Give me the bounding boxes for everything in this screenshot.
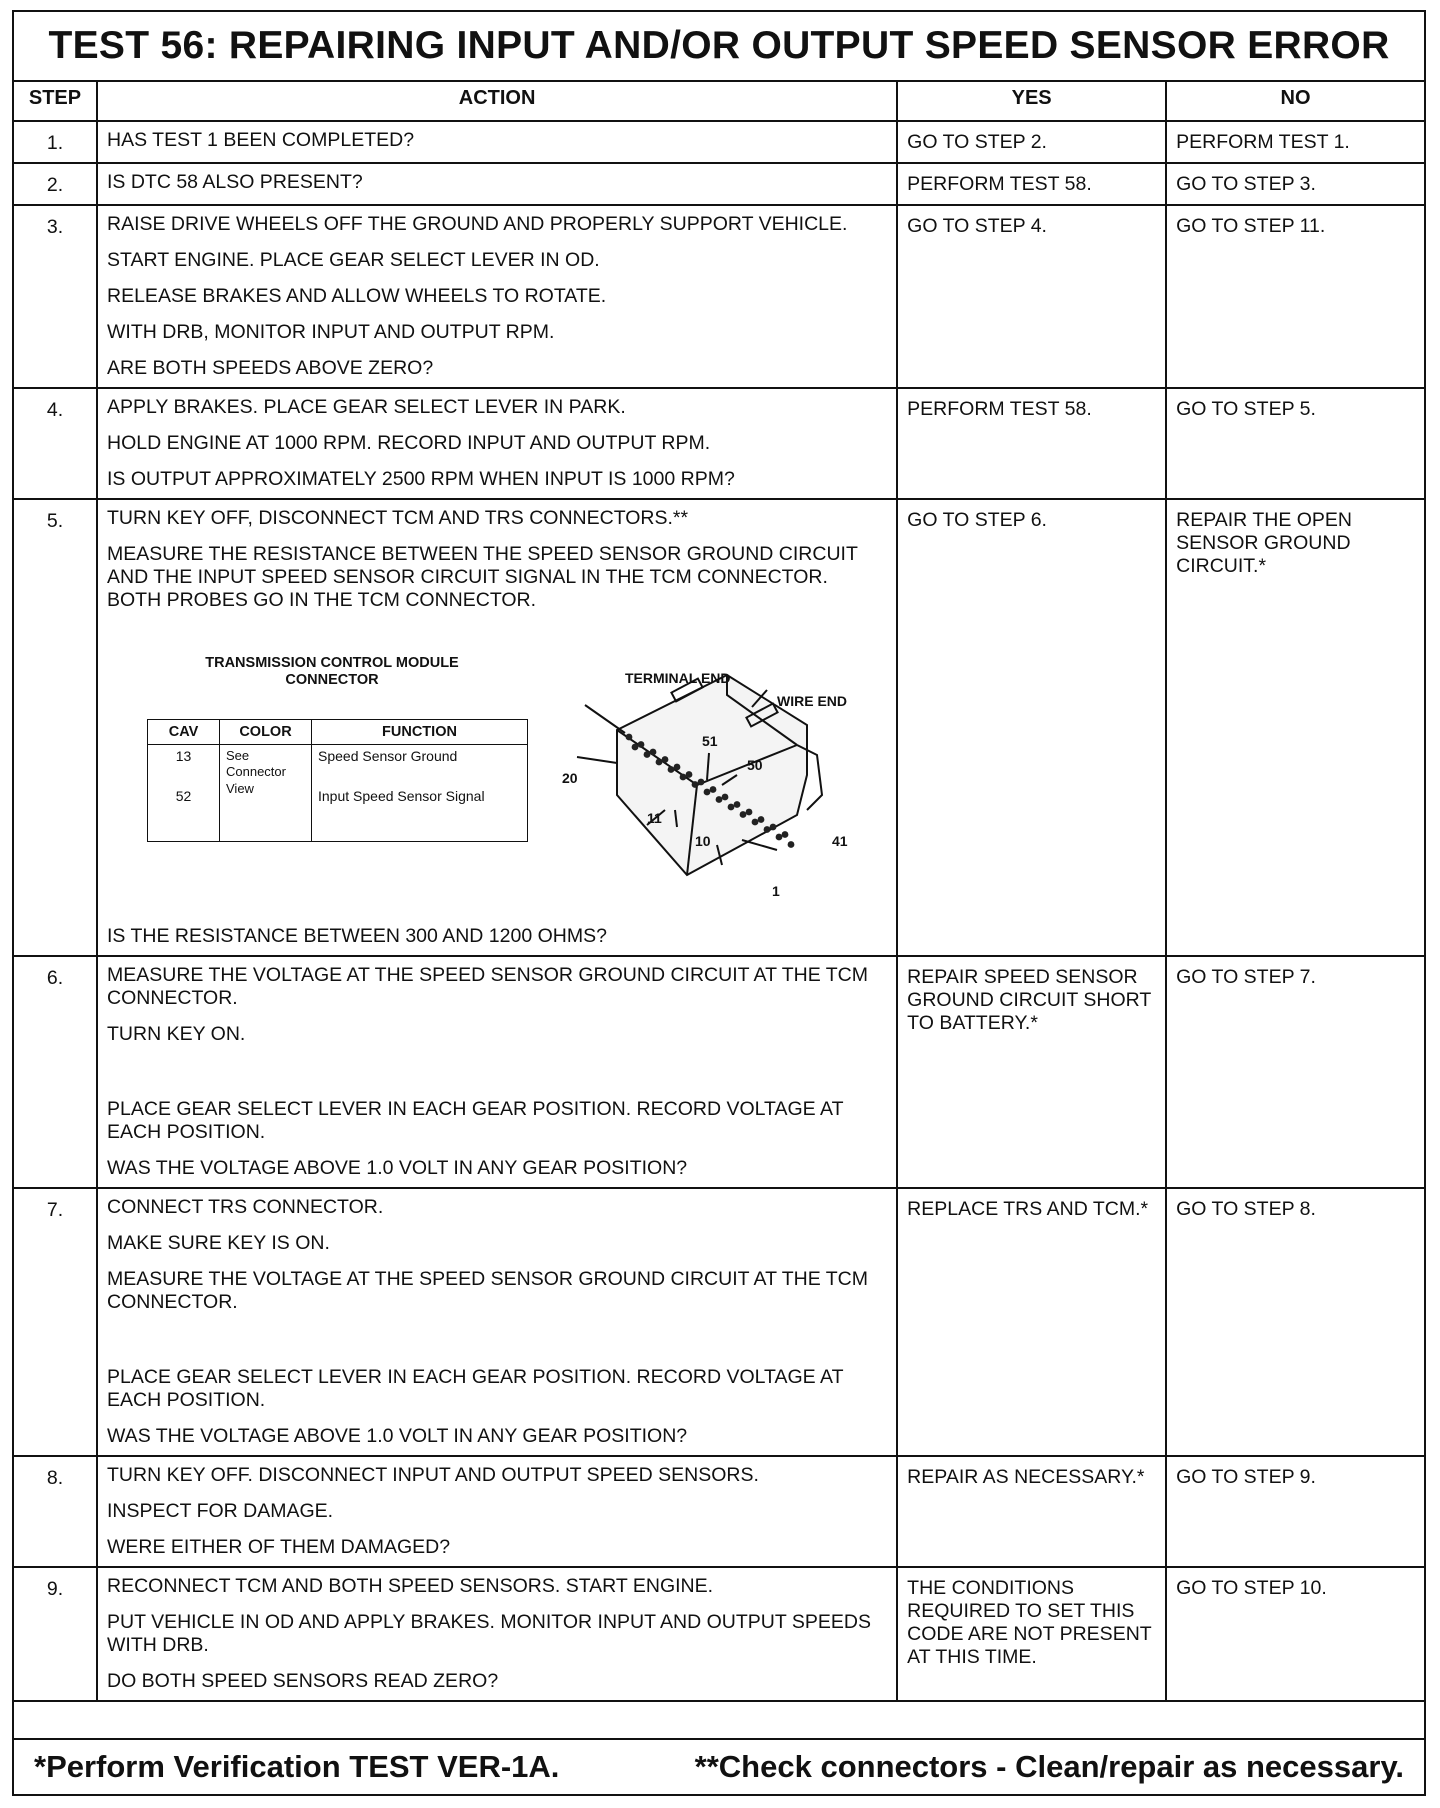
footer-left: *Perform Verification TEST VER-1A. — [34, 1749, 560, 1784]
module-title: TRANSMISSION CONTROL MODULE CONNECTOR — [205, 655, 459, 689]
step-yes: REPAIR AS NECESSARY.* — [897, 1456, 1166, 1567]
connector-pin — [644, 751, 651, 758]
connector-pin — [650, 749, 657, 756]
procedure-page — [12, 10, 1426, 1796]
step-action — [97, 956, 897, 1188]
cav-header: CAV — [148, 720, 220, 745]
connector-pin — [656, 759, 663, 766]
action-line: WITH DRB, MONITOR INPUT AND OUTPUT RPM. — [107, 321, 555, 343]
step-number: 9. — [14, 1567, 97, 1701]
connector-pin — [770, 824, 777, 831]
header-action: ACTION — [97, 82, 897, 121]
step-yes: REPLACE TRS AND TCM.* — [897, 1188, 1166, 1456]
step-action — [97, 205, 897, 388]
step-no: GO TO STEP 11. — [1166, 205, 1424, 388]
step-row — [14, 1567, 1424, 1701]
connector-pin — [704, 789, 711, 796]
step-no: GO TO STEP 7. — [1166, 956, 1424, 1188]
action-line: TURN KEY OFF. DISCONNECT INPUT AND OUTPUT SPEED SENSORS. — [107, 1464, 759, 1486]
action-line: RAISE DRIVE WHEELS OFF THE GROUND AND PROPERLY SUPPORT VEHICLE. — [107, 213, 848, 235]
footer — [14, 1738, 1424, 1794]
action-line: ARE BOTH SPEEDS ABOVE ZERO? — [107, 357, 434, 379]
step-number: 8. — [14, 1456, 97, 1567]
connector-pin — [740, 811, 747, 818]
step-number: 5. — [14, 499, 97, 956]
pin-11-label: 11 — [647, 810, 662, 826]
step-row — [14, 163, 1424, 205]
step-yes: REPAIR SPEED SENSOR GROUND CIRCUIT SHORT TO BATTERY.* — [897, 956, 1166, 1188]
connector-pin — [734, 801, 741, 808]
step-number: 1. — [14, 121, 97, 163]
connector-pin — [782, 831, 789, 838]
connector-pin — [776, 834, 783, 841]
action-line: WERE EITHER OF THEM DAMAGED? — [107, 1536, 451, 1558]
header-step: STEP — [14, 82, 97, 121]
action-line: CONNECT TRS CONNECTOR. — [107, 1196, 384, 1218]
cav-52: 52 — [175, 787, 192, 804]
step-number: 2. — [14, 163, 97, 205]
action-line: WAS THE VOLTAGE ABOVE 1.0 VOLT IN ANY GEAR POSITION? — [107, 1425, 688, 1447]
function-ground: Speed Sensor Ground — [318, 748, 458, 765]
step-no: GO TO STEP 8. — [1166, 1188, 1424, 1456]
terminal-end-label: TERMINAL END — [625, 670, 731, 686]
connector-pin — [752, 819, 759, 826]
action-line: IS OUTPUT APPROXIMATELY 2500 RPM WHEN INPUT IS 1000 RPM? — [107, 468, 735, 490]
step-yes: GO TO STEP 6. — [897, 499, 1166, 956]
action-line: MEASURE THE VOLTAGE AT THE SPEED SENSOR GROUND CIRCUIT AT THE TCM CONNECTOR. — [107, 1268, 869, 1313]
header-yes: YES — [897, 82, 1166, 121]
action-line: RELEASE BRAKES AND ALLOW WHEELS TO ROTATE. — [107, 285, 607, 307]
connector-pin — [716, 796, 723, 803]
connector-diagram — [107, 625, 887, 925]
step-yes: PERFORM TEST 58. — [897, 388, 1166, 499]
pin-50-label: 50 — [747, 757, 763, 773]
step-number: 7. — [14, 1188, 97, 1456]
function-values — [312, 745, 528, 842]
cav-values — [148, 745, 220, 842]
action-line: WAS THE VOLTAGE ABOVE 1.0 VOLT IN ANY GEAR POSITION? — [107, 1157, 688, 1179]
action-line: HAS TEST 1 BEEN COMPLETED? — [107, 129, 415, 151]
footer-right: **Check connectors - Clean/repair as necessary. — [694, 1749, 1404, 1784]
function-header: FUNCTION — [312, 720, 528, 745]
step-action — [97, 1567, 897, 1701]
action-line — [107, 1059, 887, 1085]
action-line: MEASURE THE VOLTAGE AT THE SPEED SENSOR GROUND CIRCUIT AT THE TCM CONNECTOR. — [107, 964, 869, 1009]
step-number: 4. — [14, 388, 97, 499]
action-question: IS THE RESISTANCE BETWEEN 300 AND 1200 OHMS? — [107, 925, 607, 947]
connector-pin — [686, 771, 693, 778]
step-no: GO TO STEP 3. — [1166, 163, 1424, 205]
connector-pin — [722, 794, 729, 801]
connector-pin — [632, 744, 639, 751]
step-no: REPAIR THE OPEN SENSOR GROUND CIRCUIT.* — [1166, 499, 1424, 956]
action-line: IS DTC 58 ALSO PRESENT? — [107, 171, 363, 193]
pin-10-label: 10 — [695, 833, 711, 849]
wire-end-label: WIRE END — [777, 693, 847, 709]
action-line: RECONNECT TCM AND BOTH SPEED SENSORS. START ENGINE. — [107, 1575, 714, 1597]
connector-pin — [758, 816, 765, 823]
step-no: GO TO STEP 10. — [1166, 1567, 1424, 1701]
step-action — [97, 388, 897, 499]
action-line: TURN KEY OFF, DISCONNECT TCM AND TRS CONNECTORS.** — [107, 507, 689, 529]
action-line: INSPECT FOR DAMAGE. — [107, 1500, 334, 1522]
pin-51-label: 51 — [702, 733, 718, 749]
pin-20-label: 20 — [562, 770, 578, 786]
step-action — [97, 121, 897, 163]
connector-pin — [710, 786, 717, 793]
connector-pin — [638, 741, 645, 748]
step-no: PERFORM TEST 1. — [1166, 121, 1424, 163]
action-line: MEASURE THE RESISTANCE BETWEEN THE SPEED SENSOR GROUND CIRCUIT AND THE INPUT SPEED SENSOR CIRCUIT SIGNAL IN THE TCM CONNECTOR. BOTH PROBES GO IN THE TCM CONNECTOR. — [107, 543, 858, 611]
step-number: 6. — [14, 956, 97, 1188]
action-line: PUT VEHICLE IN OD AND APPLY BRAKES. MONITOR INPUT AND OUTPUT SPEEDS WITH DRB. — [107, 1611, 871, 1656]
step-row — [14, 388, 1424, 499]
connector-pin — [680, 774, 687, 781]
connector-pin — [698, 779, 705, 786]
connector-pin — [626, 734, 633, 741]
step-no: GO TO STEP 9. — [1166, 1456, 1424, 1567]
pin-41-label: 41 — [832, 833, 848, 849]
action-line: TURN KEY ON. — [107, 1023, 246, 1045]
connector-pin — [662, 756, 669, 763]
connector-pin — [788, 841, 795, 848]
step-row — [14, 121, 1424, 163]
step-row — [14, 1456, 1424, 1567]
pin-1-label: 1 — [772, 883, 780, 899]
step-action — [97, 163, 897, 205]
step-no: GO TO STEP 5. — [1166, 388, 1424, 499]
connector-pin — [764, 826, 771, 833]
action-line: PLACE GEAR SELECT LEVER IN EACH GEAR POSITION. RECORD VOLTAGE AT EACH POSITION. — [107, 1366, 844, 1411]
connector-pin — [674, 764, 681, 771]
header-no: NO — [1166, 82, 1424, 121]
action-line: START ENGINE. PLACE GEAR SELECT LEVER IN OD. — [107, 249, 600, 271]
action-line: APPLY BRAKES. PLACE GEAR SELECT LEVER IN PARK. — [107, 396, 626, 418]
step-yes: GO TO STEP 2. — [897, 121, 1166, 163]
header-row — [14, 82, 1424, 121]
step-yes: GO TO STEP 4. — [897, 205, 1166, 388]
step-action — [97, 1188, 897, 1456]
connector-pin — [692, 781, 699, 788]
step-yes: PERFORM TEST 58. — [897, 163, 1166, 205]
action-line: HOLD ENGINE AT 1000 RPM. RECORD INPUT AND OUTPUT RPM. — [107, 432, 711, 454]
function-signal: Input Speed Sensor Signal — [318, 787, 485, 804]
action-line — [107, 1327, 887, 1353]
step-row — [14, 1188, 1424, 1456]
step-number: 3. — [14, 205, 97, 388]
procedure-table — [14, 82, 1424, 1702]
connector-pin — [668, 766, 675, 773]
action-line: DO BOTH SPEED SENSORS READ ZERO? — [107, 1670, 499, 1692]
step-action — [97, 1456, 897, 1567]
action-line: PLACE GEAR SELECT LEVER IN EACH GEAR POSITION. RECORD VOLTAGE AT EACH POSITION. — [107, 1098, 844, 1143]
step-row — [14, 205, 1424, 388]
step-yes: THE CONDITIONS REQUIRED TO SET THIS CODE ARE NOT PRESENT AT THIS TIME. — [897, 1567, 1166, 1701]
action-line: MAKE SURE KEY IS ON. — [107, 1232, 330, 1254]
step-action — [97, 499, 897, 956]
page-title: TEST 56: REPAIRING INPUT AND/OR OUTPUT SPEED SENSOR ERROR — [14, 12, 1424, 82]
color-header: COLOR — [220, 720, 312, 745]
step-row — [14, 499, 1424, 956]
cavity-table — [147, 719, 528, 842]
connector-pin — [746, 809, 753, 816]
color-note: See Connector View — [220, 745, 312, 842]
cav-13: 13 — [175, 748, 192, 765]
step-row — [14, 956, 1424, 1188]
connector-pin — [728, 804, 735, 811]
